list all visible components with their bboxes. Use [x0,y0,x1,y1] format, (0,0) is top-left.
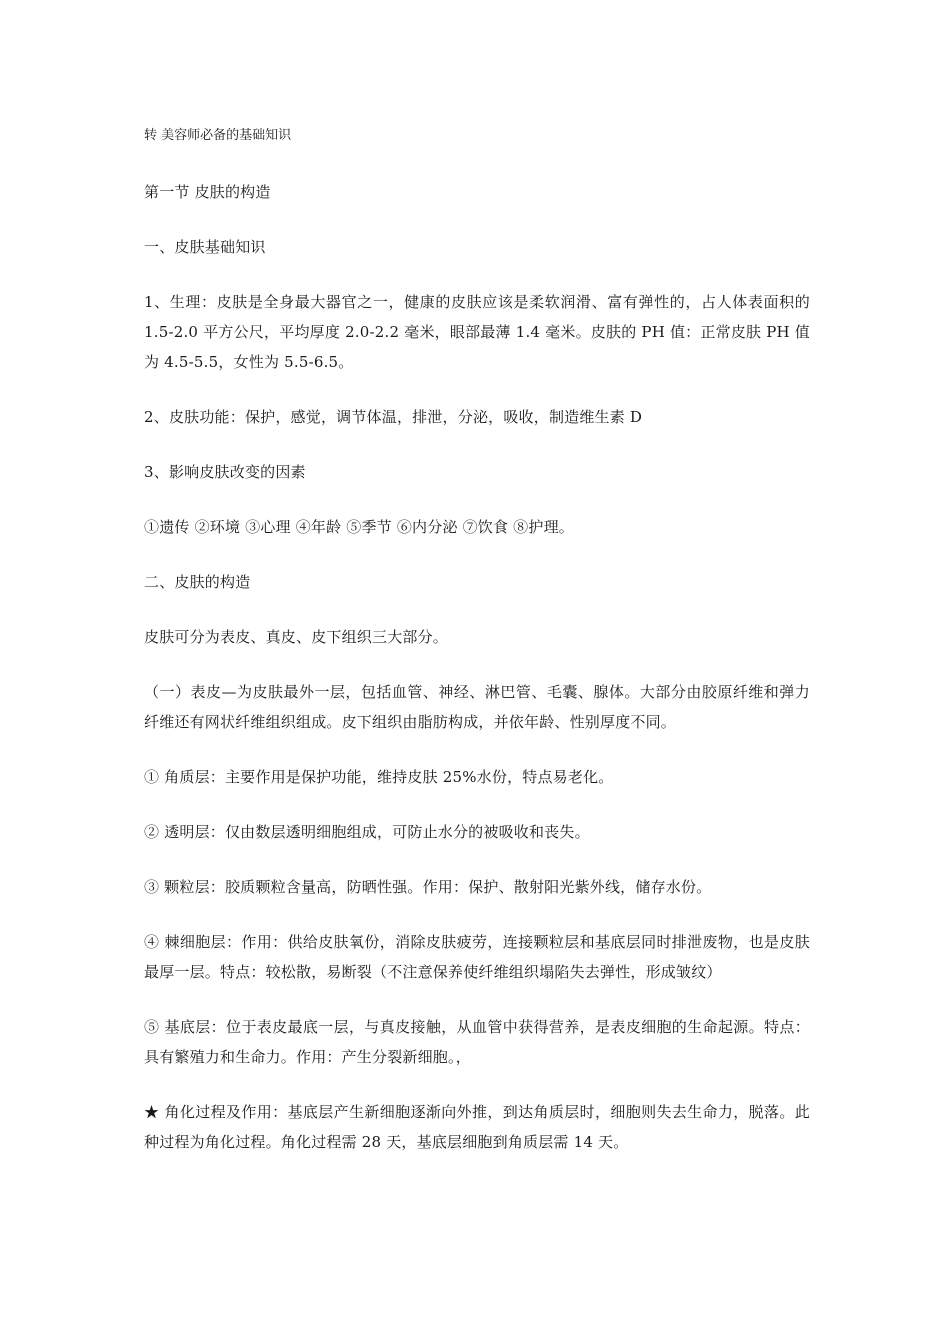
paragraph-stratum-basale: ⑤ 基底层：位于表皮最底一层，与真皮接触，从血管中获得营养，是表皮细胞的生命起源。特点：具有繁殖力和生命力。作用：产生分裂新细胞。， [144,1018,810,1066]
paragraph-factors-list: ①遗传 ②环境 ③心理 ④年龄 ⑤季节 ⑥内分泌 ⑦饮食 ⑧护理。 [144,518,574,536]
paragraph-stratum-corneum: ① 角质层：主要作用是保护功能，维持皮肤 25%水份，特点易老化。 [144,768,614,786]
subsection-heading: 一、皮肤基础知识 [144,238,266,256]
section-heading: 第一节 皮肤的构造 [144,183,271,201]
document-body [144,121,810,1182]
paragraph-skin-parts: 皮肤可分为表皮、真皮、皮下组织三大部分。 [144,628,449,646]
paragraph-factors-heading: 3、影响皮肤改变的因素 [144,463,306,481]
paragraph-physiology: 1、生理：皮肤是全身最大器官之一，健康的皮肤应该是柔软润滑、富有弹性的，占人体表面积的 1.5-2.0 平方公尺，平均厚度 2.0-2.2 毫米，眼部最薄 1.4 毫米。皮肤的 PH 值：正常皮肤 PH 值为 4.5-5.5，女性为 5.5-6.5。 [144,293,810,371]
paragraph-keratinization: ★ 角化过程及作用：基底层产生新细胞逐渐向外推，到达角质层时，细胞则失去生命力，脱落。此种过程为角化过程。角化过程需 28 天，基底层细胞到角质层需 14 天。 [144,1103,810,1151]
paragraph-skin-function: 2、皮肤功能：保护，感觉，调节体温，排泄，分泌，吸收，制造维生素 D [144,408,643,426]
paragraph-stratum-spinosum: ④ 棘细胞层：作用：供给皮肤氧份，消除皮肤疲劳，连接颗粒层和基底层同时排泄废物，也是皮肤最厚一层。特点：较松散，易断裂（不注意保养使纤维组织塌陷失去弹性，形成皱纹） [144,933,810,981]
document-title: 转 美容师必备的基础知识 [144,128,292,143]
paragraph-stratum-lucidum: ② 透明层：仅由数层透明细胞组成，可防止水分的被吸收和丧失。 [144,823,590,841]
paragraph-stratum-granulosum: ③ 颗粒层：胶质颗粒含量高，防晒性强。作用：保护、散射阳光紫外线，储存水份。 [144,878,712,896]
subsection-heading: 二、皮肤的构造 [144,573,251,591]
paragraph-epidermis: （一）表皮—为皮肤最外一层，包括血管、神经、淋巴管、毛囊、腺体。大部分由胶原纤维和弹力纤维还有网状纤维组织组成。皮下组织由脂肪构成，并依年龄、性别厚度不同。 [144,683,810,731]
